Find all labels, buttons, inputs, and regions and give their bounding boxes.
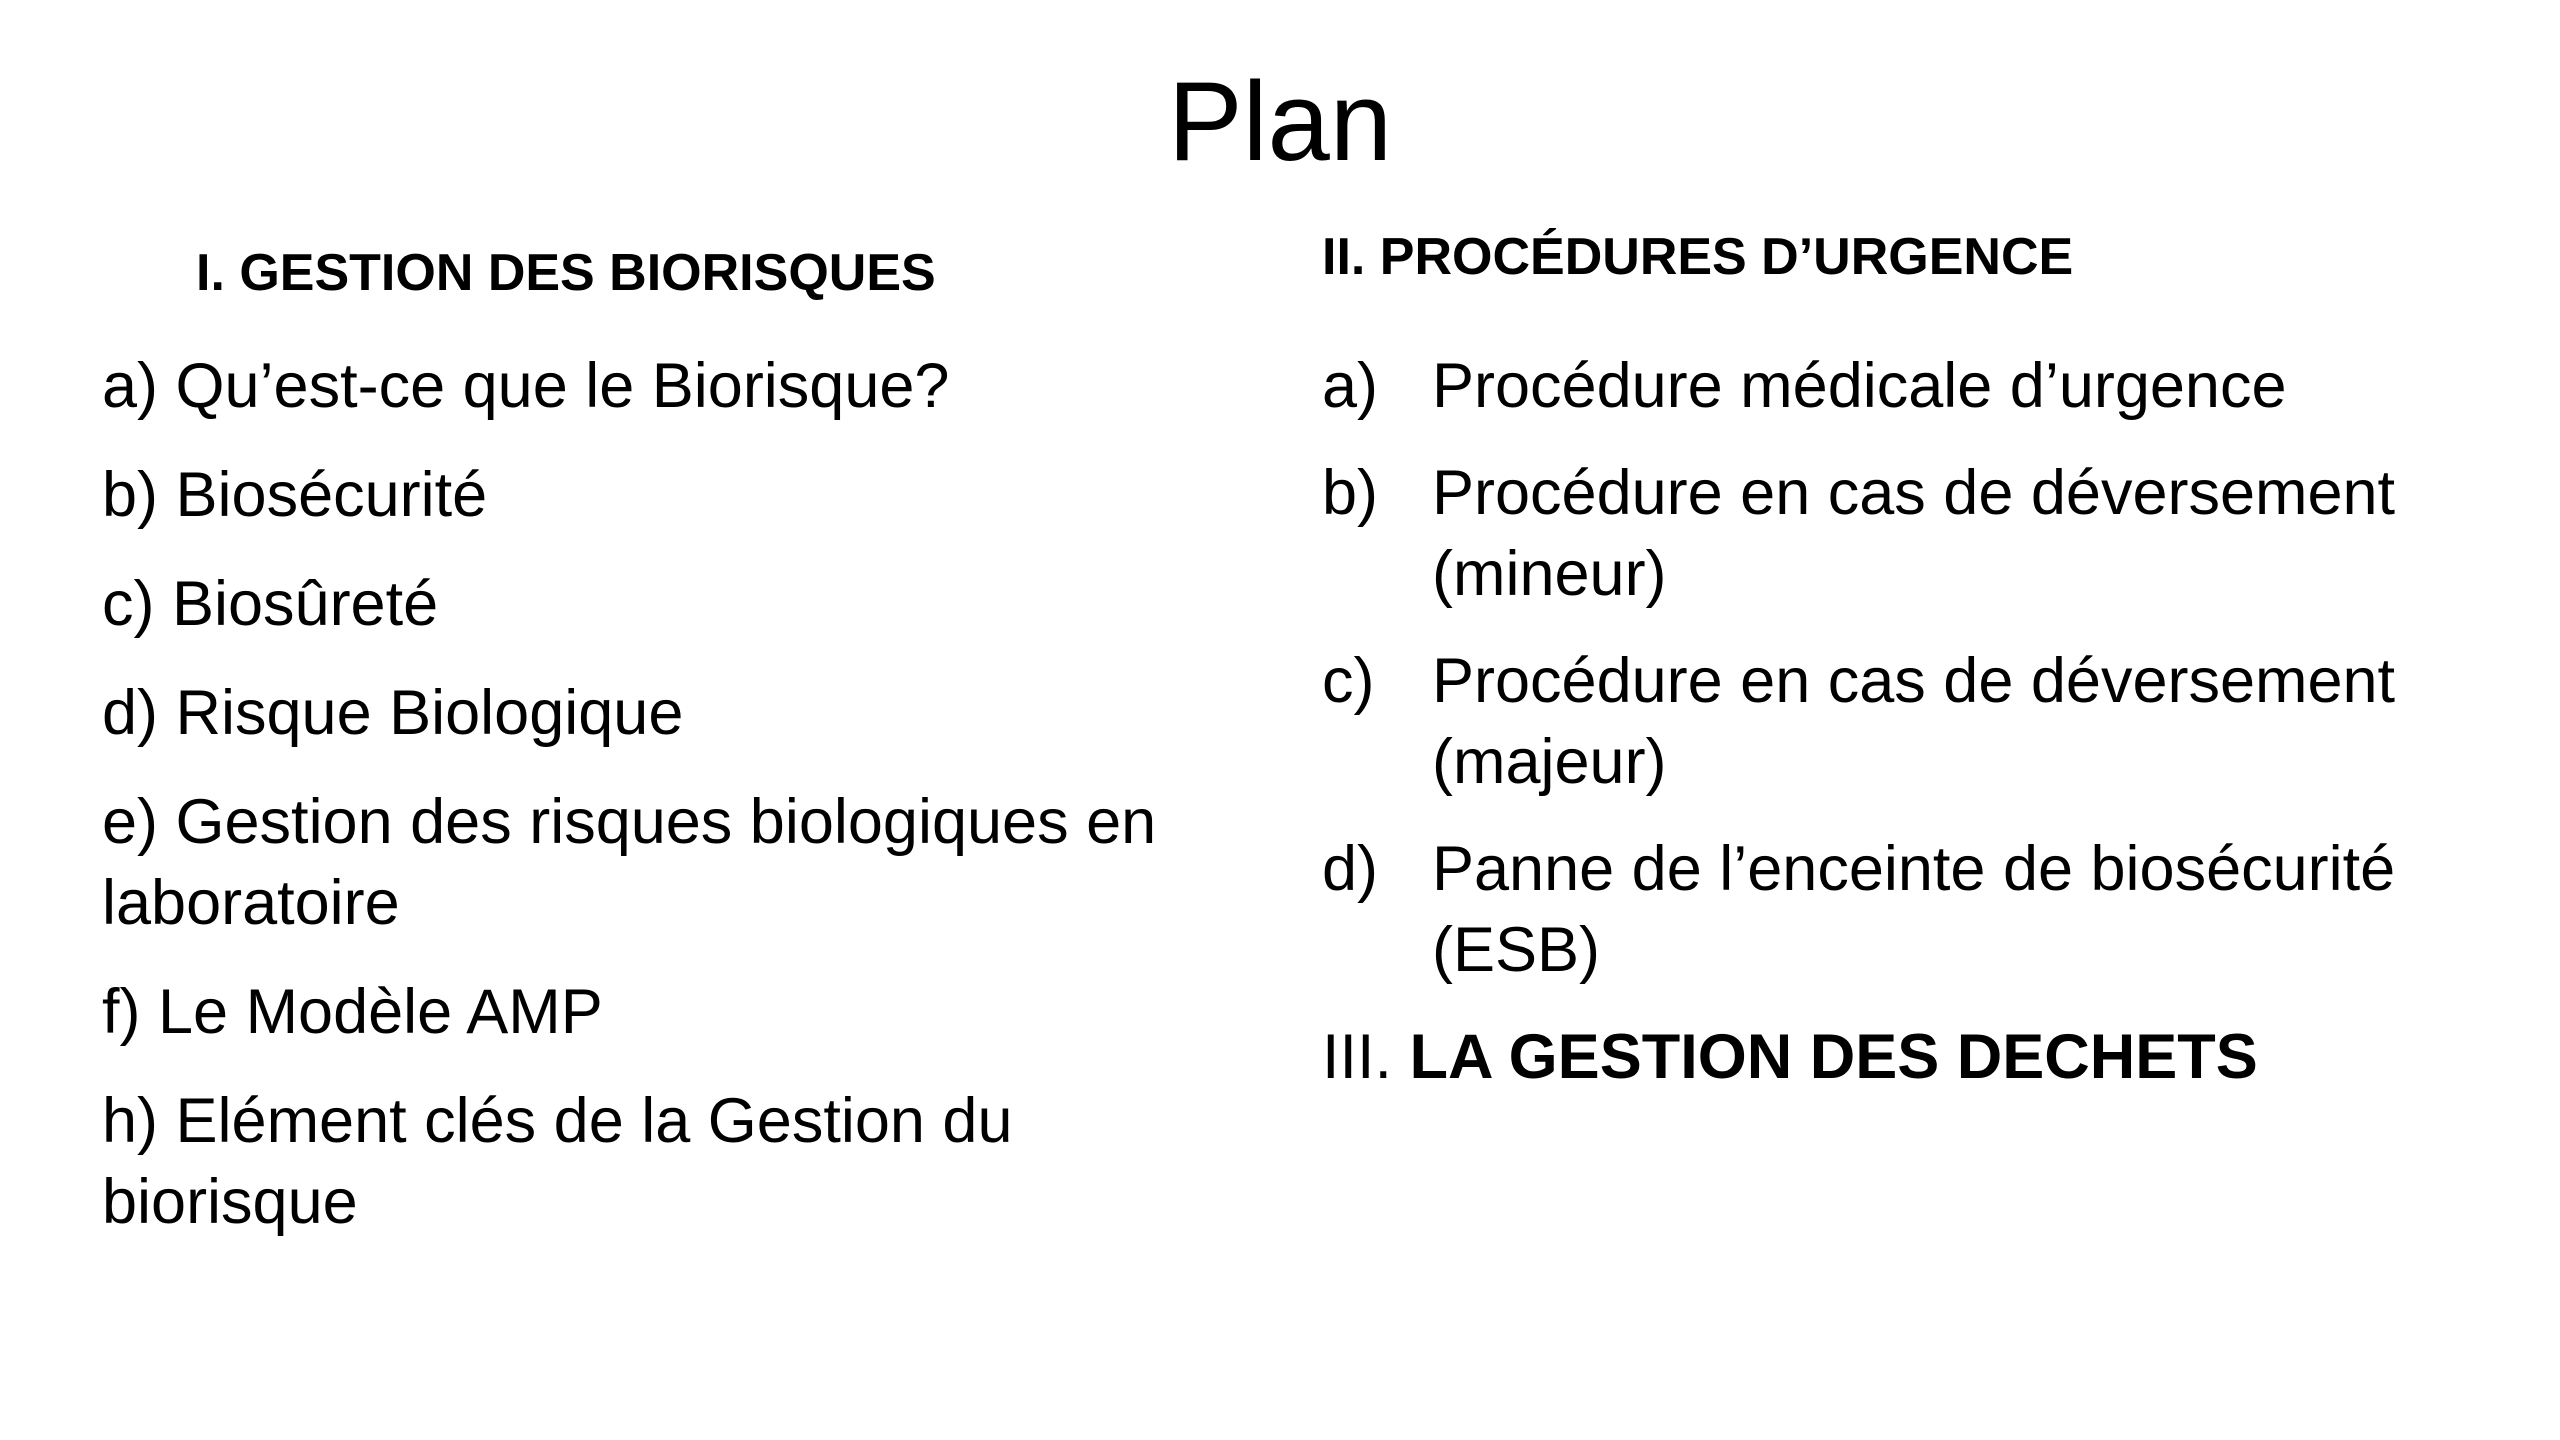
list-item: d) Risque Biologique: [102, 678, 684, 748]
list-item: e) Gestion des risques biologiques en laboratoire: [102, 787, 1157, 938]
list-marker: b): [1322, 458, 1379, 528]
list-marker: c): [1322, 646, 1375, 716]
list-marker: d): [1322, 834, 1379, 904]
urgence-list: [1322, 346, 2522, 1098]
slide-title: Plan: [1167, 59, 1393, 184]
list-item-text: Procédure en cas de déversement (majeur): [1432, 646, 2396, 797]
list-item: [1322, 829, 2522, 991]
list-item: a) Qu’est-ce que le Biorisque?: [102, 351, 950, 421]
biorisques-list: [102, 346, 1252, 1271]
list-item: f) Le Modèle AMP: [102, 977, 603, 1047]
section-heading-dechets: [1322, 1017, 2522, 1098]
list-item: b) Biosécurité: [102, 460, 488, 530]
list-item: h) Elément clés de la Gestion du biorisque: [102, 1086, 1013, 1237]
list-item-text: Procédure médicale d’urgence: [1432, 351, 2287, 421]
section-title: LA GESTION DES DECHETS: [1409, 1022, 2258, 1092]
list-item: [1322, 641, 2522, 803]
list-item: c) Biosûreté: [102, 569, 439, 639]
list-item-text: Panne de l’enceinte de biosécurité (ESB): [1432, 834, 2396, 985]
section-heading-urgence: II. PROCÉDURES D’URGENCE: [1322, 228, 2074, 286]
list-item: [1322, 453, 2522, 615]
section-number: III.: [1322, 1022, 1410, 1092]
list-item-text: Procédure en cas de déversement (mineur): [1432, 458, 2396, 609]
list-marker: a): [1322, 351, 1379, 421]
section-heading-biorisques: I. GESTION DES BIORISQUES: [196, 244, 936, 302]
list-item: [1322, 346, 2522, 427]
